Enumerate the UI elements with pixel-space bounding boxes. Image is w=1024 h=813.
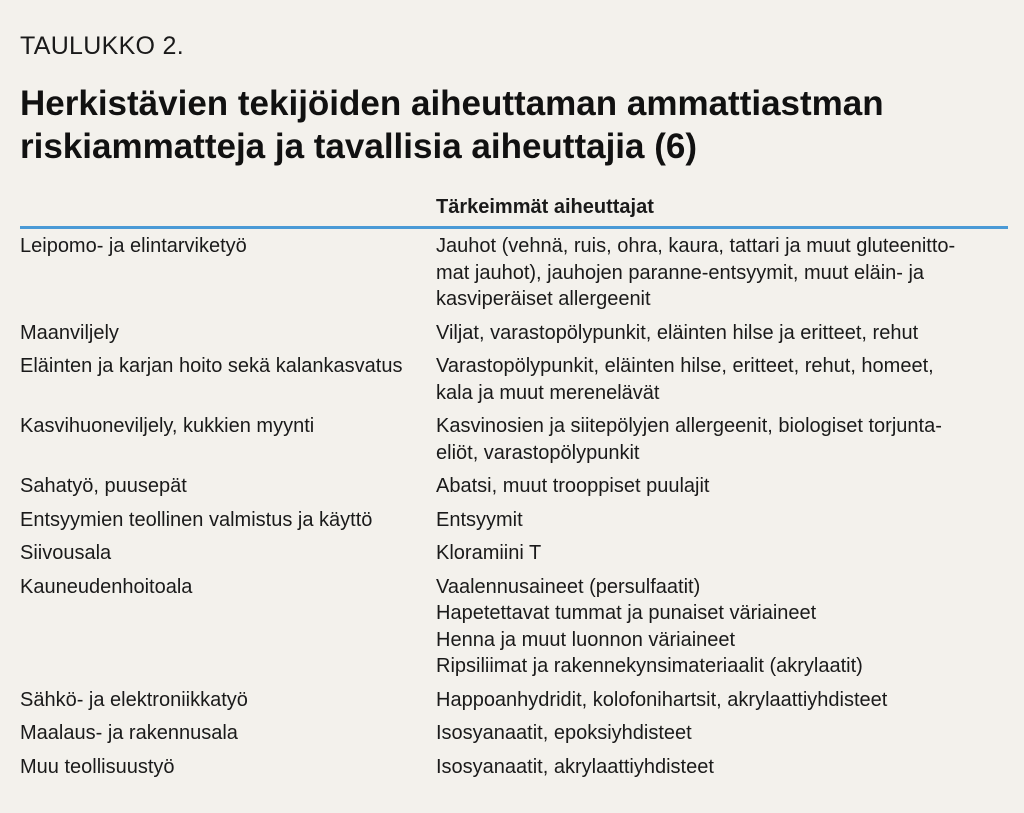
- table-row: [20, 320, 1004, 354]
- causes-line: Entsyymit: [436, 508, 523, 531]
- causes-line: Varastopölypunkit, eläinten hilse, eritteet, rehut, homeet,: [436, 355, 934, 377]
- title-line-2: riskiammatteja ja tavallisia aiheuttajia (6): [20, 127, 697, 166]
- causes-cell: [436, 540, 996, 567]
- causes-line: mat jauhot), jauhojen paranne-entsyymit, muut eläin- ja: [436, 261, 925, 284]
- occupation-cell: Kasvihuoneviljely, kukkien myynti: [20, 415, 315, 437]
- causes-line: eliöt, varastopölypunkit: [436, 441, 640, 464]
- table-row: [20, 353, 1004, 413]
- table-row: [20, 540, 1004, 574]
- causes-line: Kloramiini T: [436, 542, 542, 564]
- occupation-cell: Eläinten ja karjan hoito sekä kalankasvatus: [20, 355, 403, 377]
- causes-cell: [436, 687, 996, 714]
- occupation-cell: Maanviljely: [20, 321, 119, 344]
- causes-line: Ripsiliimat ja rakennekynsimateriaalit (akrylaatit): [436, 655, 863, 677]
- causes-cell: [436, 353, 996, 406]
- table-label: TAULUKKO 2.: [20, 32, 184, 60]
- occupation-cell: Muu teollisuustyö: [20, 755, 175, 778]
- table-body: [20, 233, 1004, 787]
- causes-line: Happoanhydridit, kolofonihartsit, akrylaattiyhdisteet: [436, 688, 888, 711]
- causes-line: Isosyanaatit, epoksiyhdisteet: [436, 722, 692, 744]
- causes-line: Isosyanaatit, akrylaattiyhdisteet: [436, 755, 714, 778]
- causes-cell: [436, 720, 996, 747]
- header-divider: [20, 226, 1008, 229]
- causes-line: Vaalennusaineet (persulfaatit): [436, 575, 701, 598]
- table-header: [20, 194, 1004, 222]
- causes-line: Jauhot (vehnä, ruis, ohra, kaura, tattari ja muut gluteenitto-: [436, 235, 956, 257]
- occupation-cell: Leipomo- ja elintarviketyö: [20, 235, 247, 257]
- causes-cell: [436, 507, 996, 534]
- causes-cell: [436, 473, 996, 500]
- causes-line: Abatsi, muut trooppiset puulajit: [436, 475, 710, 497]
- causes-line: Hapetettavat tummat ja punaiset väriaineet: [436, 602, 817, 624]
- table-row: [20, 574, 1004, 687]
- table-row: [20, 720, 1004, 754]
- causes-cell: [436, 233, 996, 313]
- causes-line: kala ja muut merenelävät: [436, 381, 660, 404]
- occupation-cell: Sähkö- ja elektroniikkatyö: [20, 688, 248, 711]
- causes-line: Kasvinosien ja siitepölyjen allergeenit, biologiset torjunta-: [436, 415, 942, 437]
- occupation-cell: Sahatyö, puusepät: [20, 475, 187, 497]
- table-row: [20, 413, 1004, 473]
- table-row: [20, 687, 1004, 721]
- table-row: [20, 233, 1004, 320]
- table-title: [20, 82, 980, 168]
- title-line-1: Herkistävien tekijöiden aiheuttaman ammattiastman: [20, 84, 884, 123]
- table-row: [20, 754, 1004, 788]
- causes-cell: [436, 413, 996, 466]
- causes-cell: [436, 320, 996, 347]
- occupation-cell: Entsyymien teollinen valmistus ja käyttö: [20, 508, 373, 531]
- causes-line: kasviperäiset allergeenit: [436, 288, 651, 310]
- occupation-cell: Kauneudenhoitoala: [20, 575, 193, 598]
- causes-cell: [436, 754, 996, 781]
- occupation-cell: Siivousala: [20, 542, 112, 564]
- causes-cell: [436, 574, 996, 680]
- causes-line: Viljat, varastopölypunkit, eläinten hilse ja eritteet, rehut: [436, 321, 919, 344]
- column-header-causes: Tärkeimmät aiheuttajat: [436, 196, 654, 218]
- occupation-cell: Maalaus- ja rakennusala: [20, 722, 238, 744]
- table-row: [20, 473, 1004, 507]
- causes-line: Henna ja muut luonnon väriaineet: [436, 628, 736, 651]
- table-row: [20, 507, 1004, 541]
